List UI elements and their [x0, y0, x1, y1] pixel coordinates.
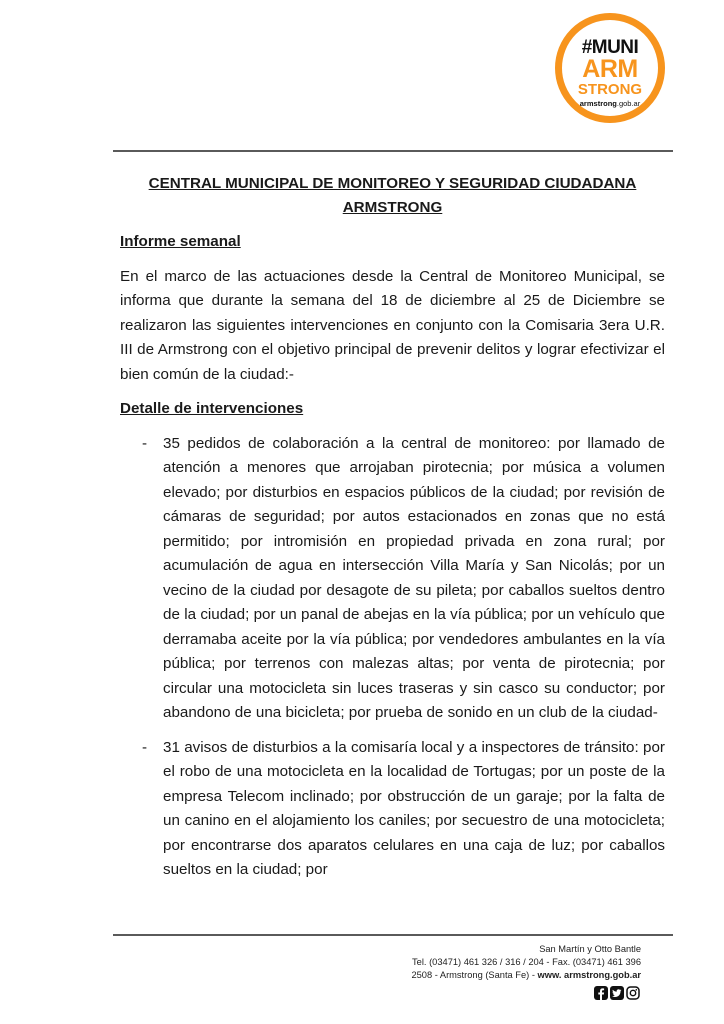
twitter-icon[interactable]	[610, 986, 624, 1000]
footer-website-link[interactable]: www. armstrong.gob.ar	[537, 970, 641, 980]
footer-address: San Martín y Otto Bantle	[539, 944, 641, 954]
logo-strong: STRONG	[577, 81, 643, 98]
interventions-list	[120, 432, 665, 883]
instagram-icon[interactable]	[626, 986, 640, 1000]
footer-phones: Tel. (03471) 461 326 / 316 / 204 - Fax. (03471) 461 396	[412, 957, 641, 967]
header-divider	[113, 150, 673, 152]
footer-contact	[411, 943, 641, 982]
list-item: - 35 pedidos de colaboración a la central de monitoreo: por llamado de atención a menores que arrojaban pirotecnia; por música a volumen elevado; por disturbios en espacios públicos de la ciudad; por revisión de cámaras de seguridad; por autos estacionados en zonas que no está permitido; por intromisión en propiedad privada en zona rural; por acumulación de agua en intersección Villa María y San Nicolás; por un vecino de la ciudad por desagote de su pileta; por caballos sueltos dentro de la ciudad; por un panal de abejas en la vía pública; por un vehículo que derramaba aceite por la vía pública; por vendedores ambulantes en la vía pública; por terrenos con malezas altas; por venta de pirotecnia; por circular una motocicleta sin luces traseras y sin casco su conductor; por abandono de una bicicleta; por prueba de sonido en un club de la ciudad-	[120, 432, 665, 726]
list-item: - 31 avisos de disturbios a la comisaría local y a inspectores de tránsito: por el robo de una motocicleta en la localidad de Tortugas; por un poste de la empresa Telecom inclinado; por obstrucción de un garaje; por la falta de un canino en el alojamiento los caniles; por secuestro de una motocicleta; por encontrarse dos aparatos celulares en una caja de luz; por caballos sueltos en la ciudad; por	[120, 736, 665, 883]
document-title: CENTRAL MUNICIPAL DE MONITOREO Y SEGURIDAD CIUDADANA ARMSTRONG	[148, 175, 637, 216]
bullet-dash: -	[142, 738, 148, 756]
document-body	[120, 172, 665, 893]
section-heading-detalle: Detalle de intervenciones	[120, 400, 304, 417]
social-icons	[594, 986, 640, 1000]
section-heading-informe: Informe semanal	[120, 233, 241, 250]
footer-divider	[113, 934, 673, 936]
logo-domain: armstrong.gob.ar	[579, 99, 641, 108]
logo-arm: ARM	[582, 55, 638, 83]
logo-hashtag: #MUNI	[581, 37, 639, 58]
facebook-icon[interactable]	[594, 986, 608, 1000]
bullet-dash: -	[142, 434, 148, 452]
footer-city: 2508 - Armstrong (Santa Fe) - www. armstrong.gob.ar	[411, 970, 641, 980]
intro-paragraph: En el marco de las actuaciones desde la Central de Monitoreo Municipal, se informa que durante la semana del 18 de diciembre al 25 de Diciembre se realizaron las siguientes intervenciones en conjunto con la Comisaria 3era U.R. III de Armstrong con el objetivo principal de prevenir delitos y lograr efectivizar el bien común de la ciudad:-	[120, 267, 665, 383]
municipality-logo	[555, 13, 665, 123]
